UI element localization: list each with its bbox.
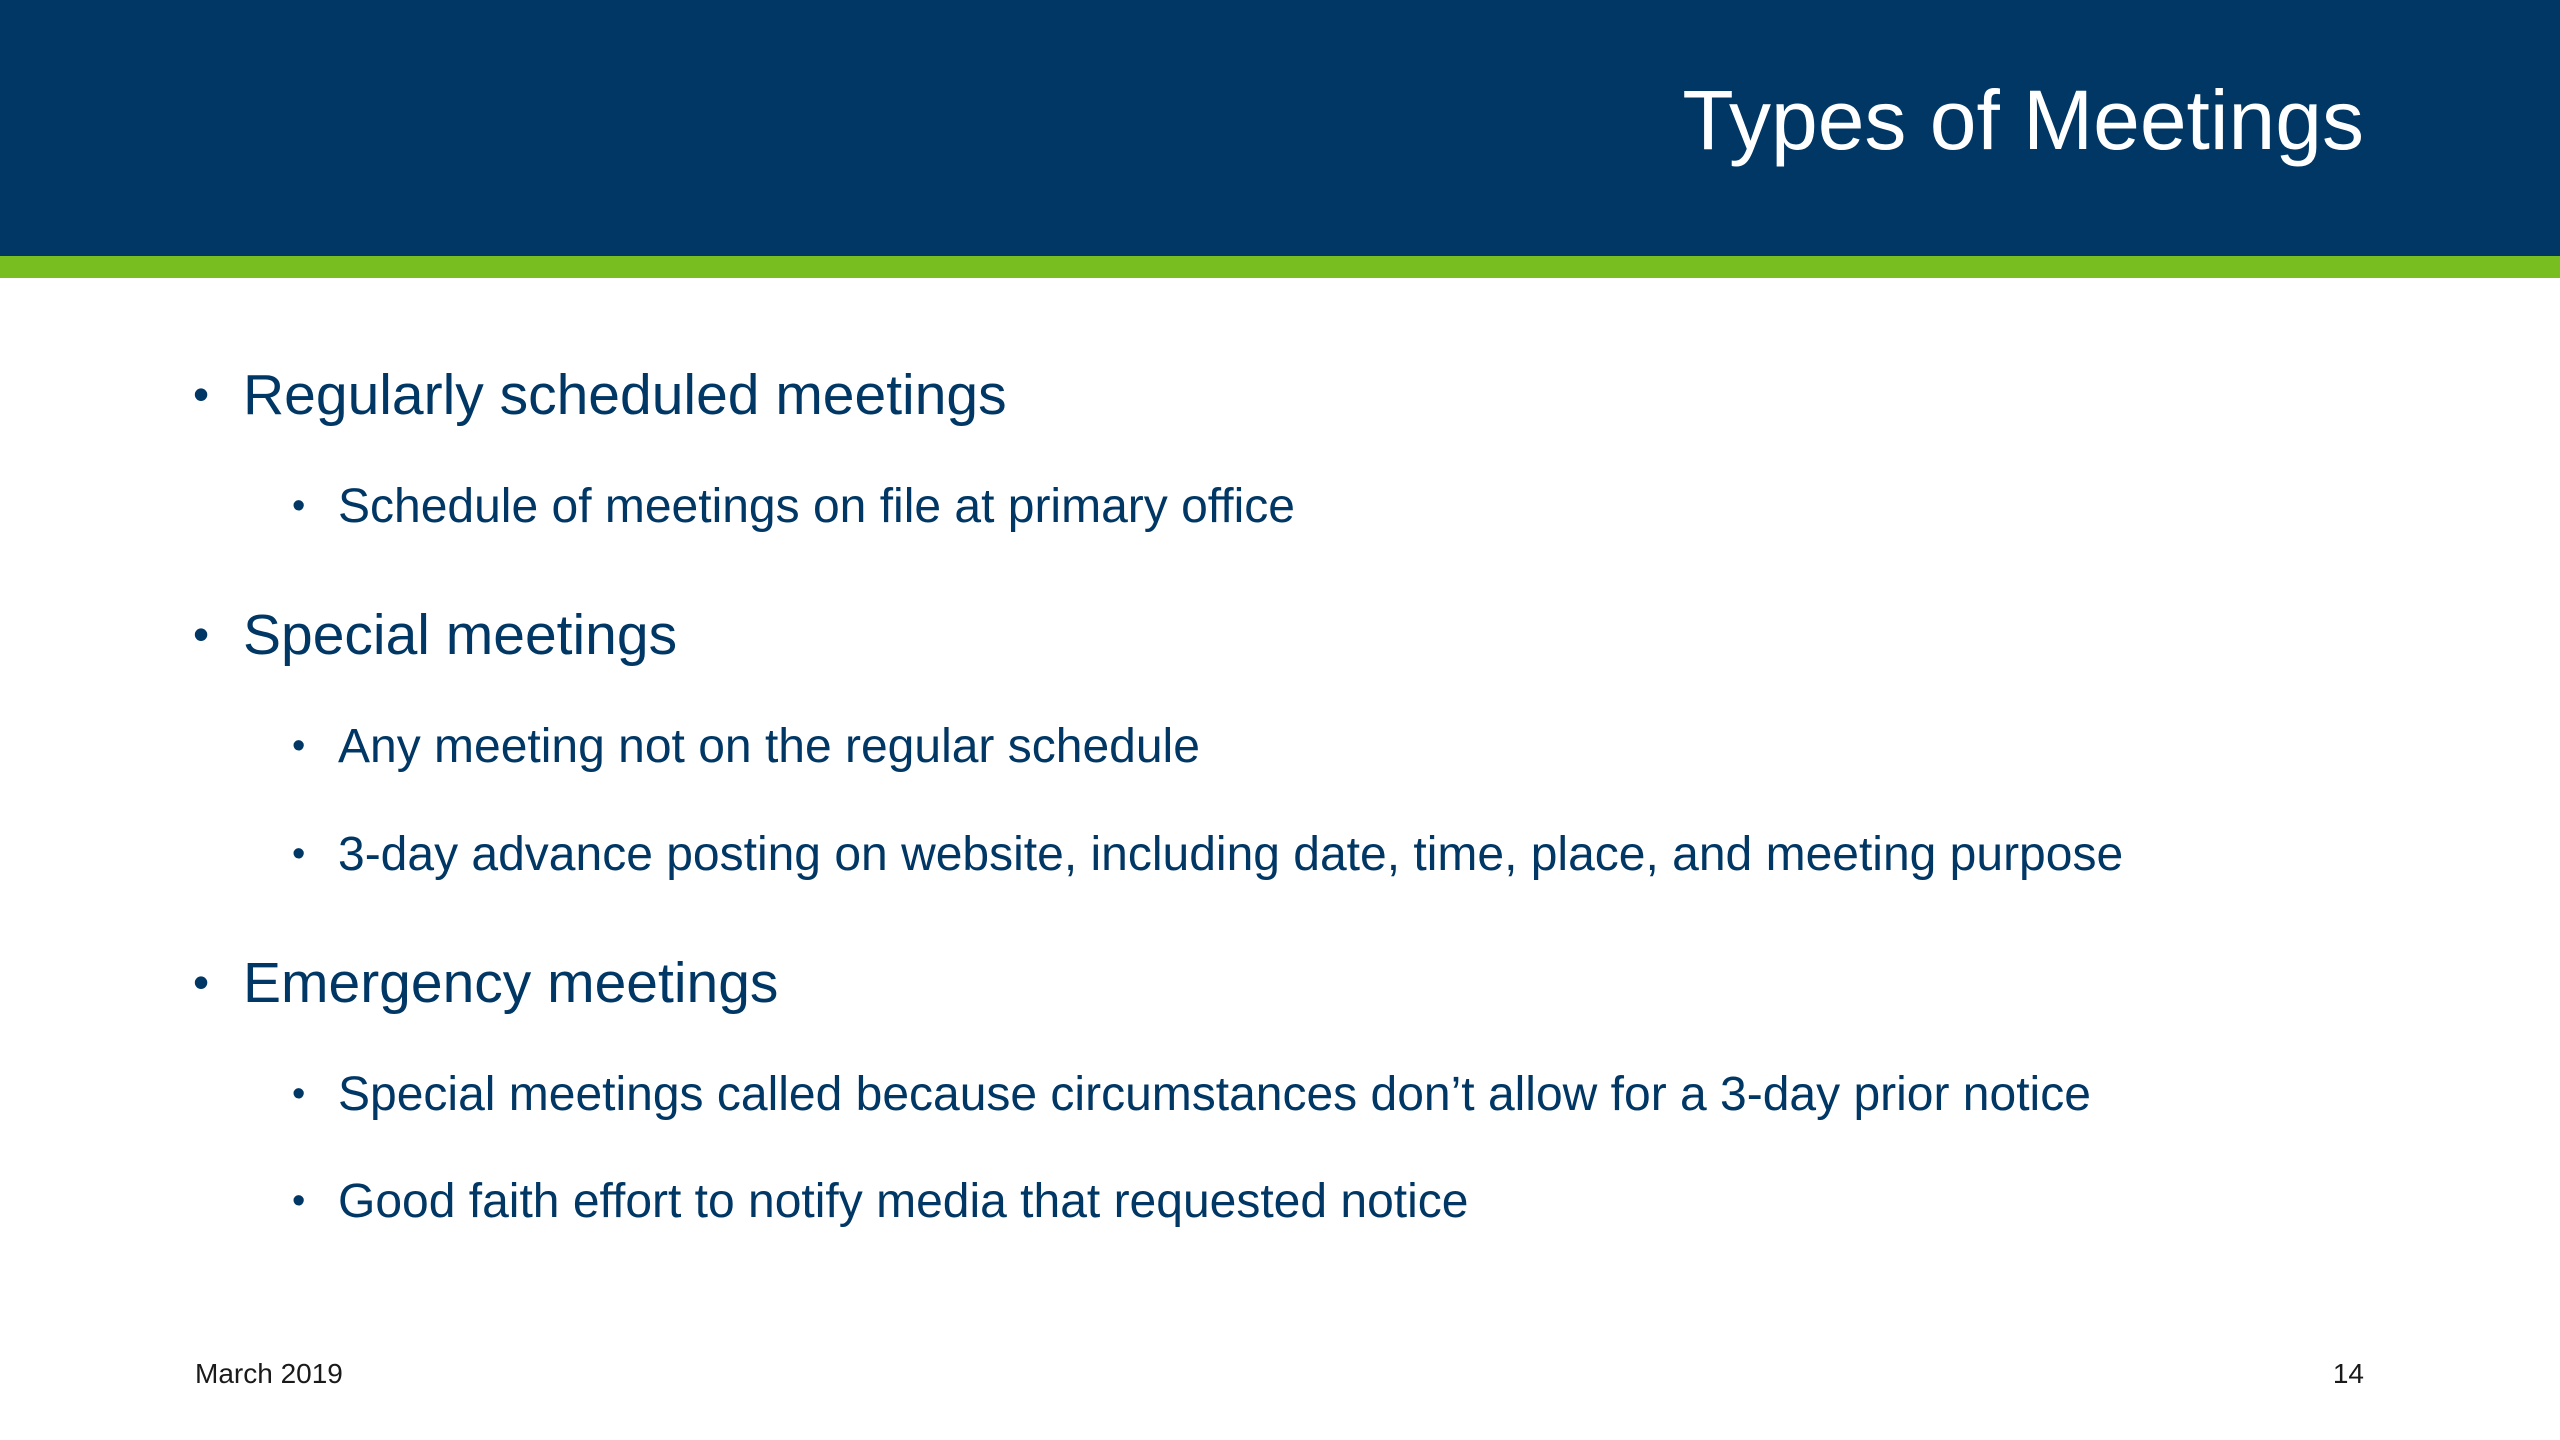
bullet-text: Emergency meetings: [243, 951, 779, 1015]
accent-bar: [0, 256, 2560, 278]
sub-bullet-item: [292, 720, 1200, 773]
bullet-item: [193, 363, 1007, 427]
bullet-dot-icon: •: [292, 725, 306, 767]
sub-bullet-text: Special meetings called because circumstances don’t allow for a 3-day prior notice: [338, 1068, 2091, 1121]
bullet-dot-icon: •: [193, 368, 210, 420]
bullet-item: [193, 603, 678, 667]
bullet-dot-icon: •: [292, 833, 306, 875]
sub-bullet-text: Any meeting not on the regular schedule: [338, 720, 1200, 773]
bullet-dot-icon: •: [292, 485, 306, 527]
bullet-dot-icon: •: [292, 1180, 306, 1222]
bullet-dot-icon: •: [292, 1073, 306, 1115]
bullet-item: [193, 951, 779, 1015]
sub-bullet-text: Good faith effort to notify media that requested notice: [338, 1175, 1469, 1228]
sub-bullet-text: Schedule of meetings on file at primary office: [338, 480, 1295, 533]
page-number: 14: [2332, 1358, 2364, 1389]
sub-bullet-item: [292, 828, 2124, 881]
sub-bullet-text: 3-day advance posting on website, including date, time, place, and meeting purpose: [338, 828, 2124, 881]
sub-bullet-item: [292, 1068, 2091, 1121]
bullet-dot-icon: •: [193, 956, 210, 1008]
sub-bullet-item: [292, 480, 1295, 533]
bullet-dot-icon: •: [193, 608, 210, 660]
sub-bullet-item: [292, 1175, 1469, 1228]
bullet-text: Special meetings: [243, 603, 678, 667]
slide-title: Types of Meetings: [1682, 73, 2364, 167]
bullet-text: Regularly scheduled meetings: [243, 363, 1007, 427]
footer-date: March 2019: [195, 1358, 343, 1389]
